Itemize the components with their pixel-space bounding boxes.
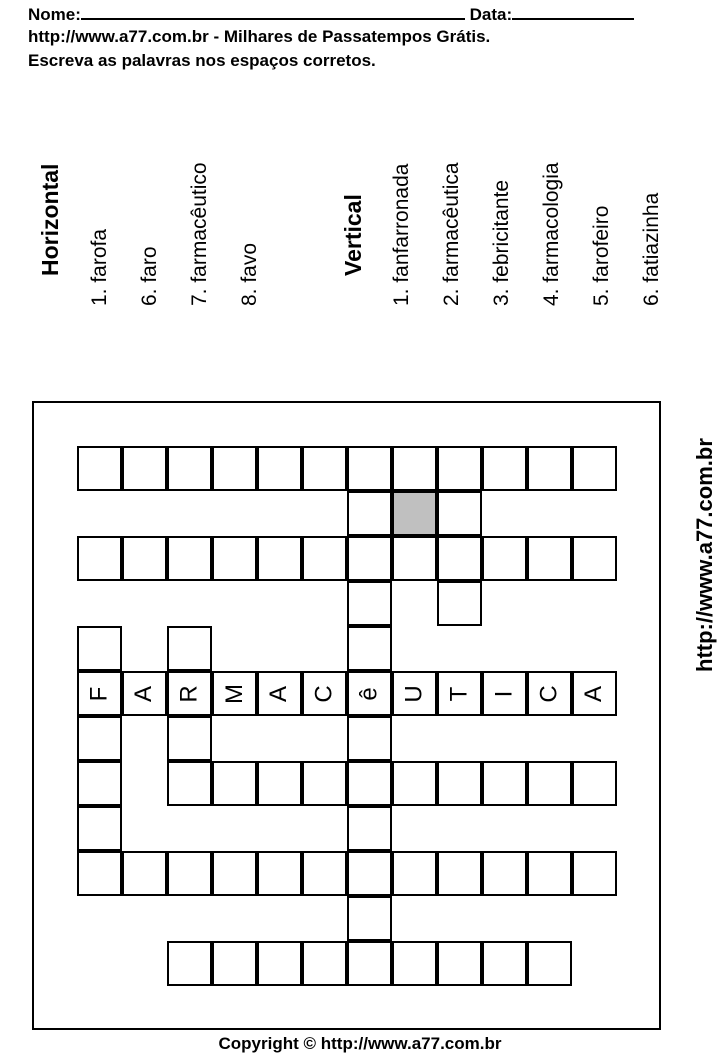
grid-cell[interactable] xyxy=(302,761,347,806)
grid-cell[interactable] xyxy=(257,671,302,716)
vertical-clue: 3. febricitante xyxy=(490,179,513,306)
grid-cell[interactable] xyxy=(167,716,212,761)
cell-letter: M xyxy=(220,683,248,704)
grid-cell[interactable] xyxy=(167,536,212,581)
grid-cell[interactable] xyxy=(572,536,617,581)
side-url: http://www.a77.com.br xyxy=(692,438,717,672)
name-field[interactable] xyxy=(81,2,465,20)
grid-cell[interactable] xyxy=(347,941,392,986)
grid-cell[interactable] xyxy=(77,851,122,896)
grid-cell[interactable] xyxy=(437,536,482,581)
grid-cell[interactable] xyxy=(77,761,122,806)
cell-letter: I xyxy=(490,690,518,697)
grid-cell[interactable] xyxy=(167,851,212,896)
grid-cell[interactable] xyxy=(572,761,617,806)
horizontal-clue: 8. favo xyxy=(238,242,261,306)
grid-cell[interactable] xyxy=(437,581,482,626)
grid-cell[interactable] xyxy=(392,536,437,581)
grid-cell[interactable] xyxy=(482,536,527,581)
grid-cell[interactable] xyxy=(572,851,617,896)
grid-cell[interactable] xyxy=(257,941,302,986)
grid-cell[interactable] xyxy=(437,761,482,806)
vertical-title: Vertical xyxy=(340,194,366,276)
horizontal-clue: 6. faro xyxy=(138,246,161,306)
grid-cell[interactable] xyxy=(77,716,122,761)
grid-cell[interactable] xyxy=(482,941,527,986)
grid-cell[interactable] xyxy=(347,446,392,491)
cell-letter: A xyxy=(265,685,293,702)
grid-cell[interactable] xyxy=(437,941,482,986)
cell-letter: A xyxy=(580,685,608,702)
date-label: Data: xyxy=(469,5,513,24)
grid-cell[interactable] xyxy=(527,851,572,896)
grid-cell[interactable] xyxy=(212,536,257,581)
grid-cell[interactable] xyxy=(257,761,302,806)
grid-cell[interactable] xyxy=(212,851,257,896)
grid-cell[interactable] xyxy=(167,626,212,671)
grid-cell[interactable] xyxy=(437,671,482,716)
vertical-clue: 4. farmacologia xyxy=(540,162,563,306)
shaded-cell xyxy=(392,491,437,536)
grid-cell[interactable] xyxy=(257,446,302,491)
grid-cell[interactable] xyxy=(347,716,392,761)
grid-cell[interactable] xyxy=(392,671,437,716)
grid-cell[interactable] xyxy=(482,446,527,491)
grid-cell[interactable] xyxy=(167,446,212,491)
grid-cell[interactable] xyxy=(392,941,437,986)
horizontal-title: Horizontal xyxy=(37,163,63,276)
date-field[interactable] xyxy=(512,2,634,20)
cell-letter: U xyxy=(400,684,428,703)
grid-cell[interactable] xyxy=(392,446,437,491)
grid-cell[interactable] xyxy=(482,761,527,806)
grid-cell[interactable] xyxy=(212,446,257,491)
grid-cell[interactable] xyxy=(347,896,392,941)
grid-cell[interactable] xyxy=(257,536,302,581)
grid-cell[interactable] xyxy=(437,491,482,536)
grid-cell[interactable] xyxy=(212,761,257,806)
grid-cell[interactable] xyxy=(257,851,302,896)
cell-letter: A xyxy=(130,685,158,702)
grid-cell[interactable] xyxy=(527,536,572,581)
grid-cell[interactable] xyxy=(212,941,257,986)
vertical-clue: 5. farofeiro xyxy=(590,205,613,306)
grid-cell[interactable] xyxy=(167,671,212,716)
grid-cell[interactable] xyxy=(122,671,167,716)
grid-cell[interactable] xyxy=(77,671,122,716)
name-date-line xyxy=(28,2,634,25)
grid-cell[interactable] xyxy=(122,536,167,581)
horizontal-clue: 1. farofa xyxy=(88,228,111,306)
cell-letter: C xyxy=(535,684,563,703)
vertical-clue: 6. fatiazinha xyxy=(640,192,663,306)
cell-letter: F xyxy=(85,686,113,701)
grid-cell[interactable] xyxy=(347,581,392,626)
grid-cell[interactable] xyxy=(77,806,122,851)
grid-cell[interactable] xyxy=(347,806,392,851)
horizontal-clue: 7. farmacêutico xyxy=(188,162,211,306)
grid-cell[interactable] xyxy=(482,671,527,716)
grid-cell[interactable] xyxy=(527,761,572,806)
grid-cell[interactable] xyxy=(347,761,392,806)
vertical-clue: 1. fanfarronada xyxy=(390,163,413,306)
cell-letter: R xyxy=(175,684,203,703)
site-line: http://www.a77.com.br - Milhares de Passatempos Grátis. xyxy=(28,27,491,46)
grid-cell[interactable] xyxy=(437,446,482,491)
copyright-footer: Copyright © http://www.a77.com.br xyxy=(218,1034,502,1053)
grid-cell[interactable] xyxy=(302,536,347,581)
grid-cell[interactable] xyxy=(302,671,347,716)
grid-cell[interactable] xyxy=(392,761,437,806)
grid-cell[interactable] xyxy=(347,671,392,716)
grid-cell[interactable] xyxy=(347,626,392,671)
grid-cell[interactable] xyxy=(437,851,482,896)
grid-cell[interactable] xyxy=(167,761,212,806)
grid-cell[interactable] xyxy=(122,446,167,491)
grid-cell[interactable] xyxy=(77,626,122,671)
grid-cell[interactable] xyxy=(212,671,257,716)
grid-cell[interactable] xyxy=(527,446,572,491)
grid-cell[interactable] xyxy=(392,851,437,896)
grid-cell[interactable] xyxy=(482,851,527,896)
grid-cell[interactable] xyxy=(347,491,392,536)
cell-letter: T xyxy=(445,686,473,701)
grid-cell[interactable] xyxy=(302,446,347,491)
grid-cell[interactable] xyxy=(572,671,617,716)
grid-cell[interactable] xyxy=(347,851,392,896)
grid-cell[interactable] xyxy=(347,536,392,581)
vertical-clue: 2. farmacêutica xyxy=(440,162,463,306)
cell-letter: ê xyxy=(355,686,383,701)
grid-cell[interactable] xyxy=(77,536,122,581)
grid-cell[interactable] xyxy=(572,446,617,491)
grid-cell[interactable] xyxy=(302,941,347,986)
name-label: Nome: xyxy=(28,5,81,24)
cell-letter: C xyxy=(310,684,338,703)
grid-cell[interactable] xyxy=(302,851,347,896)
grid-cell[interactable] xyxy=(167,941,212,986)
instruction-text: Escreva as palavras nos espaços corretos. xyxy=(28,51,376,70)
grid-cell[interactable] xyxy=(527,941,572,986)
grid-cell[interactable] xyxy=(122,851,167,896)
grid-cell[interactable] xyxy=(527,671,572,716)
grid-cell[interactable] xyxy=(77,446,122,491)
